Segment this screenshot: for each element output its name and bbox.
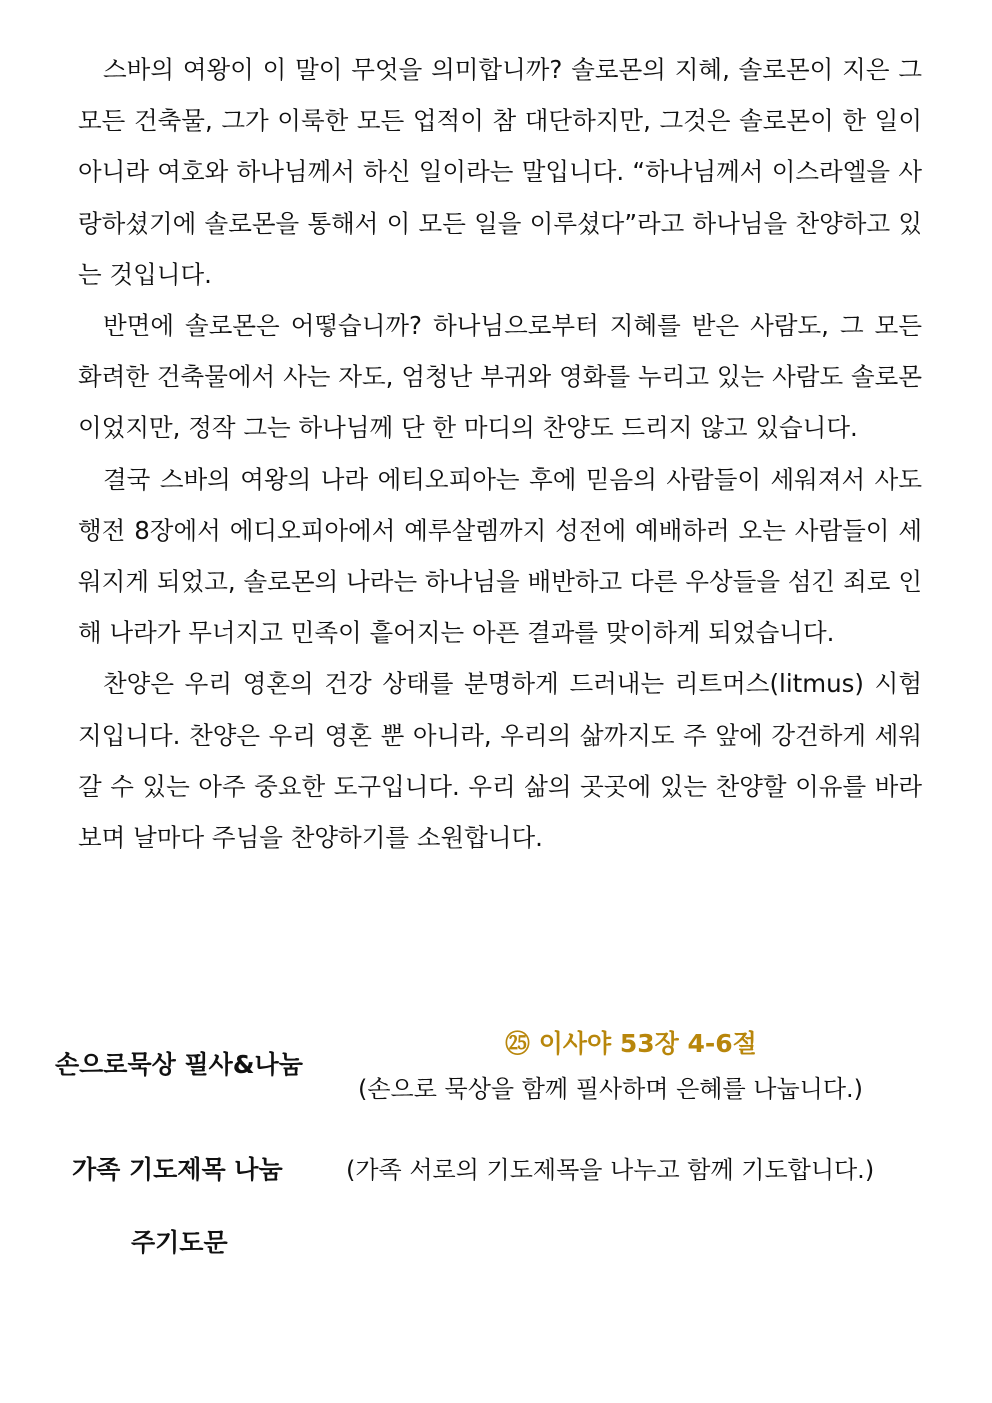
scripture-reference: ㉕ 이사야 53장 4-6절 — [505, 1029, 757, 1058]
meditation-note: (손으로 묵상을 함께 필사하며 은혜를 나눕니다.) — [358, 1075, 863, 1103]
paragraph-1: 스바의 여왕이 이 말이 무엇을 의미합니까? 솔로몬의 지혜, 솔로몬이 지은 그 모든 건축물, 그가 이룩한 모든 업적이 참 대단하지만, 그것은 솔로몬이 한 일이 아니라 여호와 하나님께서 하신 일이라는 말입니다. “하나님께서 이스라엘을 사랑하셨기에 솔로몬을 통해서 이 모든 일을 이루셨다”라고 하나님을 찬양하고 있는 것입니다. — [78, 55, 922, 289]
paragraph-2: 반면에 솔로몬은 어떻습니까? 하나님으로부터 지혜를 받은 사람도, 그 모든 화려한 건축물에서 사는 자도, 엄청난 부귀와 영화를 누리고 있는 사람도 솔로몬이었지만, 정작 그는 하나님께 단 한 마디의 찬양도 드리지 않고 있습니다. — [78, 311, 922, 443]
family-prayer-note: (가족 서로의 기도제목을 나누고 함께 기도합니다.) — [346, 1156, 875, 1184]
paragraph-3: 결국 스바의 여왕의 나라 에티오피아는 후에 믿음의 사람들이 세워져서 사도행전 8장에서 에디오피아에서 예루살렘까지 성전에 예배하러 오는 사람들이 세워지게 되었고, 솔로몬의 나라는 하나님을 배반하고 다른 우상들을 섬긴 죄로 인해 나라가 무너지고 민족이 흩어지는 아픈 결과를 맞이하게 되었습니다. — [78, 464, 922, 648]
devotional-body — [78, 44, 922, 863]
family-prayer-label: 가족 기도제목 나눔 — [72, 1155, 283, 1184]
lords-prayer-label: 주기도문 — [131, 1228, 228, 1257]
meditation-label: 손으로묵상 필사&나눔 — [55, 1050, 303, 1079]
paragraph-4: 찬양은 우리 영혼의 건강 상태를 분명하게 드러내는 리트머스(litmus) 시험지입니다. 찬양은 우리 영혼 뿐 아니라, 우리의 삶까지도 주 앞에 강건하게 세워갈 수 있는 아주 중요한 도구입니다. 우리 삶의 곳곳에 있는 찬양할 이유를 바라보며 날마다 주님을 찬양하기를 소원합니다. — [78, 669, 922, 853]
